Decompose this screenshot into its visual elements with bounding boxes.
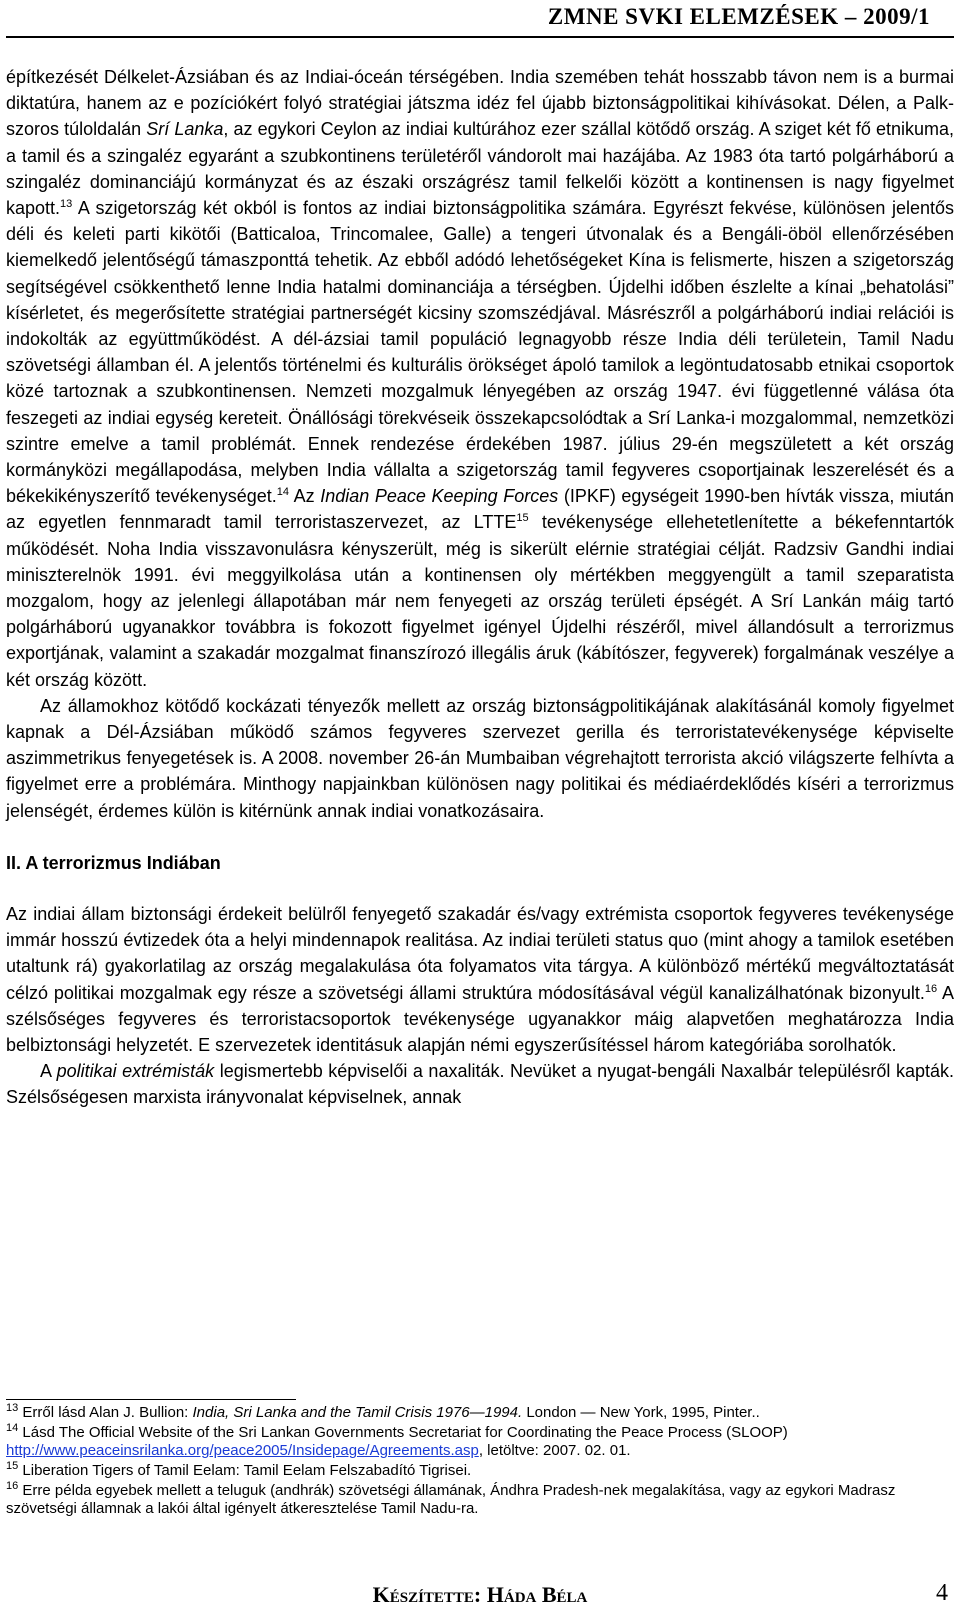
- text-span: Az: [289, 486, 321, 507]
- footnote-ref-13[interactable]: 13: [60, 198, 73, 211]
- footnote-number: 16: [6, 1480, 19, 1492]
- page-header: ZMNE SVKI ELEMZÉSEK – 2009/1: [547, 4, 930, 29]
- text-span: A szélsőséges fegyveres és terroristacsoportok tevékenysége ugyanakkor máig alapvetően meghatározza India belbiztonsági helyzetét. E szervezetek identitásuk alapján némi egyszerűsítéssel három kategóriába sorolhatók.: [6, 982, 955, 1055]
- paragraph-1: [6, 64, 954, 693]
- peace-process-link[interactable]: http://www.peaceinsrilanka.org/peace2005/Insidepage/Agreements.asp: [6, 1442, 479, 1459]
- text-span: legismertebb képviselői a naxaliták. Nevüket a nyugat-bengáli Naxalbár településről kapták. Szélsőségesen marxista irányvonalat képviselnek, annak: [6, 1061, 954, 1108]
- footnote-13: [6, 1404, 954, 1422]
- text-span: A szigetország két okból is fontos az indiai biztonságpolitika számára. Egyrészt fekvése, különösen jelentős déli és keleti parti kikötői (Batticaloa, Trincomalee, Galle) a tengeri útvonalak és a Bengáli-öböl ellenőrzésében kiemelkedő jelentőségű támaszponttá tehetik. Az ebből adódó lehetőségeket Kína is felismerte, hiszen a szigetország segítségével csökkenthető lenne India hatalmi dominanciája a térségben. Újdelhi időben észlelte a kínai „behatolási” kísérletet, és megerősítette stratégiai partnerségét kicsiny szomszédjával. Másrészről a polgárháború indiai relációi is indokolták az együttműködést. A dél-ázsiai tamil populáció legnagyobb része India déli területein, Tamil Nadu szövetségi államban él. A jelentős történelmi és kulturális örökséget ápoló tamilok a legöntudatosabb etnikai csoportok közé tartoznak a szubkontinensen. Nemzeti mozgalmuk lényegében az ország 1947. évi függetlenné válása óta feszegeti az indiai egység kereteit. Önállósági törekvéseik összekapcsolódtak a Srí Lanka-i mozgalommal, nemzetközi szintre emelve a tamil problémát. Ennek rendezése érdekében 1987. július 29-én megszületett a két ország kormányközi megállapodása, melyben India vállalta a szigetország tamil fegyveres csoportjainak leszerelését és a békekikényszerítő tevékenységet.: [6, 198, 954, 507]
- footnote-divider: [6, 1399, 296, 1400]
- italic-text: India, Sri Lanka and the Tamil Crisis 1976—1994.: [192, 1404, 523, 1421]
- header-divider: [6, 36, 954, 38]
- text-span: Délen, a Palk-szoros túloldalán: [6, 93, 954, 140]
- footnote-14: [6, 1424, 954, 1460]
- italic-text: Indian Peace Keeping Forces: [320, 486, 559, 507]
- paragraph-2: Az államokhoz kötődő kockázati tényezők mellett az ország biztonságpolitikájának alakításánál komoly figyelmet kapnak a Dél-Ázsiában működő számos fegyveres szervezet gerilla és terroristatevékenysége képviselte aszimmetrikus fenyegetések is. A 2008. november 26-án Mumbaiban végrehajtott terrorista akció világszerte felhívta a figyelmet erre a problémára. Minthogy napjainkban különösen nagy politikai és médiaérdeklődés kíséri a terrorizmus jelenségét, érdemes külön is kitérnünk annak indiai vonatkozásaira.: [6, 695, 954, 821]
- footnote-number: 14: [6, 1422, 19, 1434]
- footnote-text: Liberation Tigers of Tamil Eelam: Tamil Eelam Felszabadító Tigrisei.: [18, 1462, 472, 1479]
- footnotes: [6, 1399, 954, 1520]
- footnote-text: , letöltve: 2007. 02. 01.: [478, 1442, 631, 1459]
- text-span: , az egykori Ceylon az indiai kultúrához ezer szállal kötődő ország. A sziget két fő etnikuma, a tamil és a szingaléz egyaránt a szubkontinens területéről vándorolt mai hazájába. Az 1983 óta tartó polgárháború a szingaléz dominanciájú kormányzat és az északi országrész tamil felkelői között a kontinensen is nagy figyelmet kapott.: [6, 119, 954, 219]
- footnote-15: [6, 1462, 954, 1480]
- footnote-number: 15: [6, 1460, 19, 1472]
- text-span: építkezését Délkelet-Ázsiában és az Indiai-óceán térségében. India szemében tehát hosszabb távon nem is a burmai diktatúra, hanem az e pozíciókért folyó stratégiai játszma idéz fel újabb biztonságpolitikai kihívásokat.: [6, 67, 954, 114]
- text-span: tevékenysége ellehetetlenítette a békefenntartók működését. Noha India visszavonulásra kényszerült, még is sikerült elérnie stratégiai célját. Radzsiv Gandhi indiai miniszterelnök 1991. évi meggyilkolása után a kontinensen oly mértékben meggyengült a tamil szeparatista mozgalom, hogy az jelenlegi állapotában már nem fenyegeti az ország területi épségét. A Srí Lankán máig tartó polgárháború ugyanakkor továbbra is fokozott figyelmet igényel Újdelhi részéről, mivel állandósult a terrorizmus exportjának, valamint a szakadár mozgalmat finanszírozó illegális áruk (kábítószer, fegyverek) forgalmának veszélye a két ország között.: [6, 512, 954, 690]
- italic-text: politikai extrémisták: [56, 1061, 215, 1082]
- paragraph-4: [6, 1058, 954, 1110]
- text-span: A: [40, 1061, 57, 1082]
- paragraph-3: [6, 901, 954, 1058]
- page-number: 4: [936, 1580, 948, 1606]
- footnote-ref-15[interactable]: 15: [516, 512, 529, 525]
- footnote-text: London — New York, 1995, Pinter..: [522, 1404, 760, 1421]
- footnote-ref-16[interactable]: 16: [924, 982, 938, 995]
- footnote-number: 13: [6, 1402, 19, 1414]
- text-span: (IPKF) egységeit 1990-ben hívták vissza, miután az egyetlen fennmaradt tamil terroristaszervezet, az LTTE: [6, 486, 955, 533]
- footnote-text: Erre példa egyebek mellett a teluguk (andhrák) szövetségi államának, Ándhra Pradesh-nek megalakítása, vagy az egykori Madrasz szövetségi államnak a lakói által igényelt átkeresztelése Tamil Nadu-ra.: [6, 1482, 896, 1517]
- footnote-text: Lásd The Official Website of the Sri Lankan Governments Secretariat for Coordinating the Peace Process (SLOOP): [18, 1424, 788, 1441]
- footnote-16: [6, 1482, 954, 1518]
- footnote-text: Erről lásd Alan J. Bullion:: [18, 1404, 193, 1421]
- text-span: Az indiai állam biztonsági érdekeit belülről fenyegető szakadár és/vagy extrémista csoportok fegyveres tevékenysége immár hosszú évtizedek óta a helyi mindennapok realitása. Az indiai területi status quo (mint ahogy a tamilok esetében utaltunk rá) gyakorlatilag az ország megalakulása óta folyamatos vita tárgya. A különböző mértékű megváltoztatását célzó politikai mozgalmak egy része a szövetségi állami struktúra módosításával végül kanalizálhatónak bizonyult.: [6, 903, 954, 1003]
- page-footer-author: Készítette: Háda Béla: [372, 1582, 588, 1607]
- italic-text: Srí Lanka: [146, 119, 224, 140]
- body-text: [6, 64, 954, 1111]
- section-heading: II. A terrorizmus Indiában: [6, 852, 221, 873]
- footnote-ref-14[interactable]: 14: [276, 486, 290, 499]
